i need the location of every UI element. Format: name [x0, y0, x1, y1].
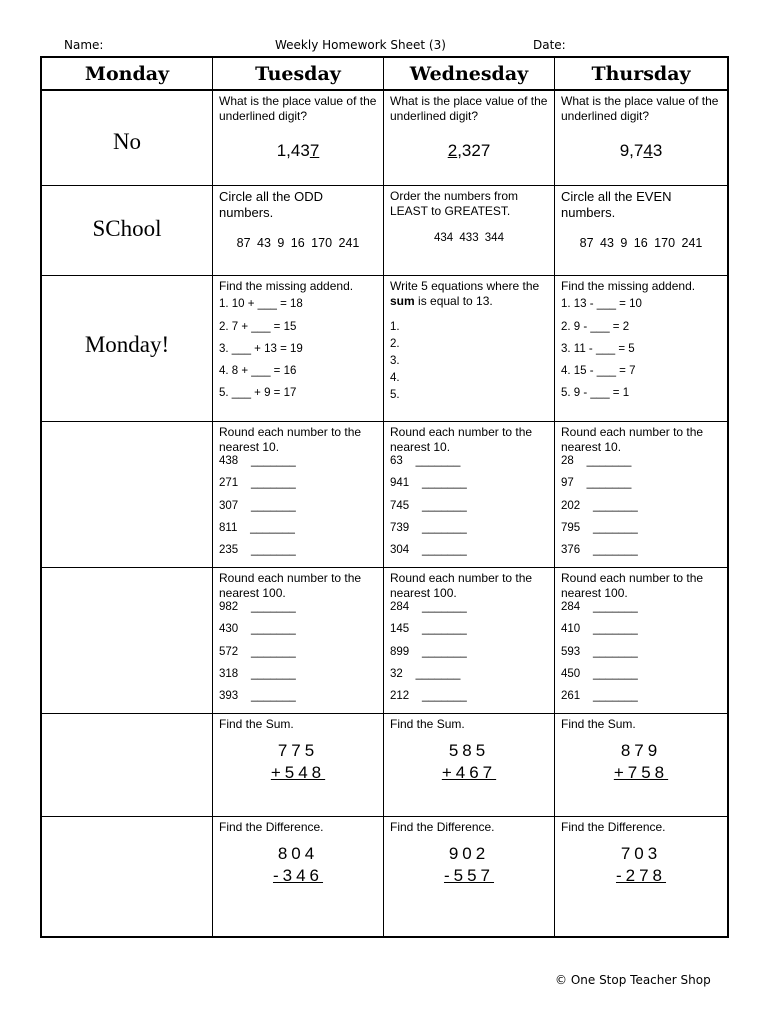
- list-item: 32 _______: [390, 668, 461, 680]
- copyright-footer: © One Stop Teacher Shop: [555, 973, 711, 987]
- prompt: Find the missing addend.: [561, 279, 696, 293]
- prompt: Find the Difference.: [219, 820, 324, 834]
- list-item: 202 _______: [561, 500, 638, 512]
- list-item: 97 _______: [561, 477, 632, 489]
- subtraction-problem: [555, 843, 727, 887]
- monday-cell: [42, 422, 213, 568]
- addition-problem: [213, 740, 383, 784]
- list-item: 739 _______: [390, 522, 467, 534]
- addition-problem: [384, 740, 554, 784]
- tuesday-missing-addend: [213, 276, 384, 422]
- sheet-title: Weekly Homework Sheet (3): [275, 38, 446, 52]
- tuesday-odd-numbers: [213, 186, 384, 276]
- tuesday-round-100: [213, 568, 384, 714]
- prompt: Find the Sum.: [390, 717, 465, 731]
- minuend: 902: [448, 844, 490, 863]
- addend-bottom: +467: [441, 763, 497, 782]
- prompt: Round each number to the nearest 10.: [219, 425, 362, 454]
- thursday-place-value: [555, 91, 727, 186]
- prompt: Find the Sum.: [219, 717, 294, 731]
- list-item: 572 _______: [219, 646, 296, 658]
- list-item: 271 _______: [219, 477, 296, 489]
- name-label: Name:: [64, 38, 104, 52]
- tuesday-difference: [213, 817, 384, 936]
- list-item: 2. 7 + ___ = 15: [219, 321, 297, 333]
- list-item: 307 _______: [219, 500, 296, 512]
- day-header-wednesday: Wednesday: [384, 58, 555, 91]
- number: 2,327: [447, 141, 491, 160]
- addend-bottom: +758: [613, 763, 669, 782]
- prompt: Find the Difference.: [390, 820, 495, 834]
- day-header-thursday: Thursday: [555, 58, 727, 91]
- list-item: 5. ___ + 9 = 17: [219, 387, 297, 399]
- list-item: 212 _______: [390, 690, 467, 702]
- prompt: Write 5 equations where the sum is equal to 13.: [390, 279, 540, 308]
- wednesday-place-value: [384, 91, 555, 186]
- prompt: What is the place value of the underlined digit?: [390, 94, 548, 123]
- list-item: 3. ___ + 13 = 19: [219, 343, 303, 355]
- addend-top: 879: [620, 741, 662, 760]
- list-item: 63 _______: [390, 455, 461, 467]
- monday-note-no: No: [112, 129, 142, 154]
- subtrahend: -557: [443, 866, 495, 885]
- list-item: 1. 10 + ___ = 18: [219, 298, 303, 310]
- prompt: What is the place value of the underlined digit?: [561, 94, 719, 123]
- number-list: 434 433 344: [434, 232, 504, 244]
- list-item: 795 _______: [561, 522, 638, 534]
- tuesday-round-10: [213, 422, 384, 568]
- prompt: What is the place value of the underlined digit?: [219, 94, 377, 123]
- monday-note-monday: Monday!: [84, 332, 170, 357]
- thursday-round-10: [555, 422, 727, 568]
- prompt: Round each number to the nearest 10.: [561, 425, 704, 454]
- minuend: 804: [277, 844, 319, 863]
- list-item: 4.: [390, 372, 400, 384]
- addend-top: 775: [277, 741, 319, 760]
- prompt: Round each number to the nearest 100.: [390, 571, 533, 600]
- number-list: 87 43 9 16 170 241: [579, 236, 703, 250]
- addend-top: 585: [448, 741, 490, 760]
- subtraction-problem: [384, 843, 554, 887]
- subtrahend: -278: [615, 866, 667, 885]
- list-item: 593 _______: [561, 646, 638, 658]
- prompt: Circle all the ODD numbers.: [219, 189, 324, 220]
- list-item: 28 _______: [561, 455, 632, 467]
- number: 1,437: [276, 141, 320, 160]
- list-item: 5. 9 - ___ = 1: [561, 387, 630, 399]
- monday-cell: [42, 276, 213, 422]
- list-item: 438 _______: [219, 455, 296, 467]
- wednesday-sum: [384, 714, 555, 817]
- list-item: 899 _______: [390, 646, 467, 658]
- list-item: 284 _______: [561, 601, 638, 613]
- list-item: 941 _______: [390, 477, 467, 489]
- wednesday-order-numbers: [384, 186, 555, 276]
- day-header-monday: Monday: [42, 58, 213, 91]
- subtrahend: -346: [272, 866, 324, 885]
- prompt: Find the missing addend.: [219, 279, 354, 293]
- monday-cell: [42, 91, 213, 186]
- list-item: 318 _______: [219, 668, 296, 680]
- list-item: 284 _______: [390, 601, 467, 613]
- wednesday-write-equations: [384, 276, 555, 422]
- list-item: 145 _______: [390, 623, 467, 635]
- list-item: 410 _______: [561, 623, 638, 635]
- list-item: 261 _______: [561, 690, 638, 702]
- number-list: 87 43 9 16 170 241: [236, 236, 360, 250]
- list-item: 3. 11 - ___ = 5: [561, 343, 635, 355]
- prompt: Round each number to the nearest 100.: [219, 571, 362, 600]
- prompt: Round each number to the nearest 100.: [561, 571, 704, 600]
- monday-cell: [42, 817, 213, 936]
- day-header-tuesday: Tuesday: [213, 58, 384, 91]
- list-item: 450 _______: [561, 668, 638, 680]
- thursday-round-100: [555, 568, 727, 714]
- thursday-difference: [555, 817, 727, 936]
- wednesday-round-100: [384, 568, 555, 714]
- minuend: 703: [620, 844, 662, 863]
- thursday-even-numbers: [555, 186, 727, 276]
- wednesday-round-10: [384, 422, 555, 568]
- prompt: Find the Difference.: [561, 820, 666, 834]
- list-item: 3.: [390, 355, 400, 367]
- list-item: 1. 13 - ___ = 10: [561, 298, 642, 310]
- wednesday-difference: [384, 817, 555, 936]
- monday-cell: [42, 568, 213, 714]
- addend-bottom: +548: [270, 763, 326, 782]
- prompt: Find the Sum.: [561, 717, 636, 731]
- list-item: 745 _______: [390, 500, 467, 512]
- list-item: 430 _______: [219, 623, 296, 635]
- number: 9,743: [619, 141, 663, 160]
- list-item: 811 _______: [219, 522, 295, 534]
- list-item: 1.: [390, 321, 400, 333]
- monday-cell: [42, 714, 213, 817]
- list-item: 4. 15 - ___ = 7: [561, 365, 636, 377]
- prompt: Order the numbers from LEAST to GREATEST.: [390, 189, 519, 218]
- list-item: 376 _______: [561, 544, 638, 556]
- subtraction-problem: [213, 843, 383, 887]
- list-item: 2.: [390, 338, 400, 350]
- list-item: 393 _______: [219, 690, 296, 702]
- list-item: 2. 9 - ___ = 2: [561, 321, 630, 333]
- thursday-sum: [555, 714, 727, 817]
- homework-grid: [40, 56, 729, 938]
- list-item: 982 _______: [219, 601, 296, 613]
- list-item: 5.: [390, 389, 400, 401]
- tuesday-sum: [213, 714, 384, 817]
- tuesday-place-value: [213, 91, 384, 186]
- monday-note-school: SChool: [92, 216, 162, 241]
- list-item: 4. 8 + ___ = 16: [219, 365, 297, 377]
- date-label: Date:: [533, 38, 566, 52]
- list-item: 235 _______: [219, 544, 296, 556]
- prompt: Round each number to the nearest 10.: [390, 425, 533, 454]
- addition-problem: [555, 740, 727, 784]
- monday-cell: [42, 186, 213, 276]
- thursday-missing-addend: [555, 276, 727, 422]
- list-item: 304 _______: [390, 544, 467, 556]
- prompt: Circle all the EVEN numbers.: [561, 189, 672, 220]
